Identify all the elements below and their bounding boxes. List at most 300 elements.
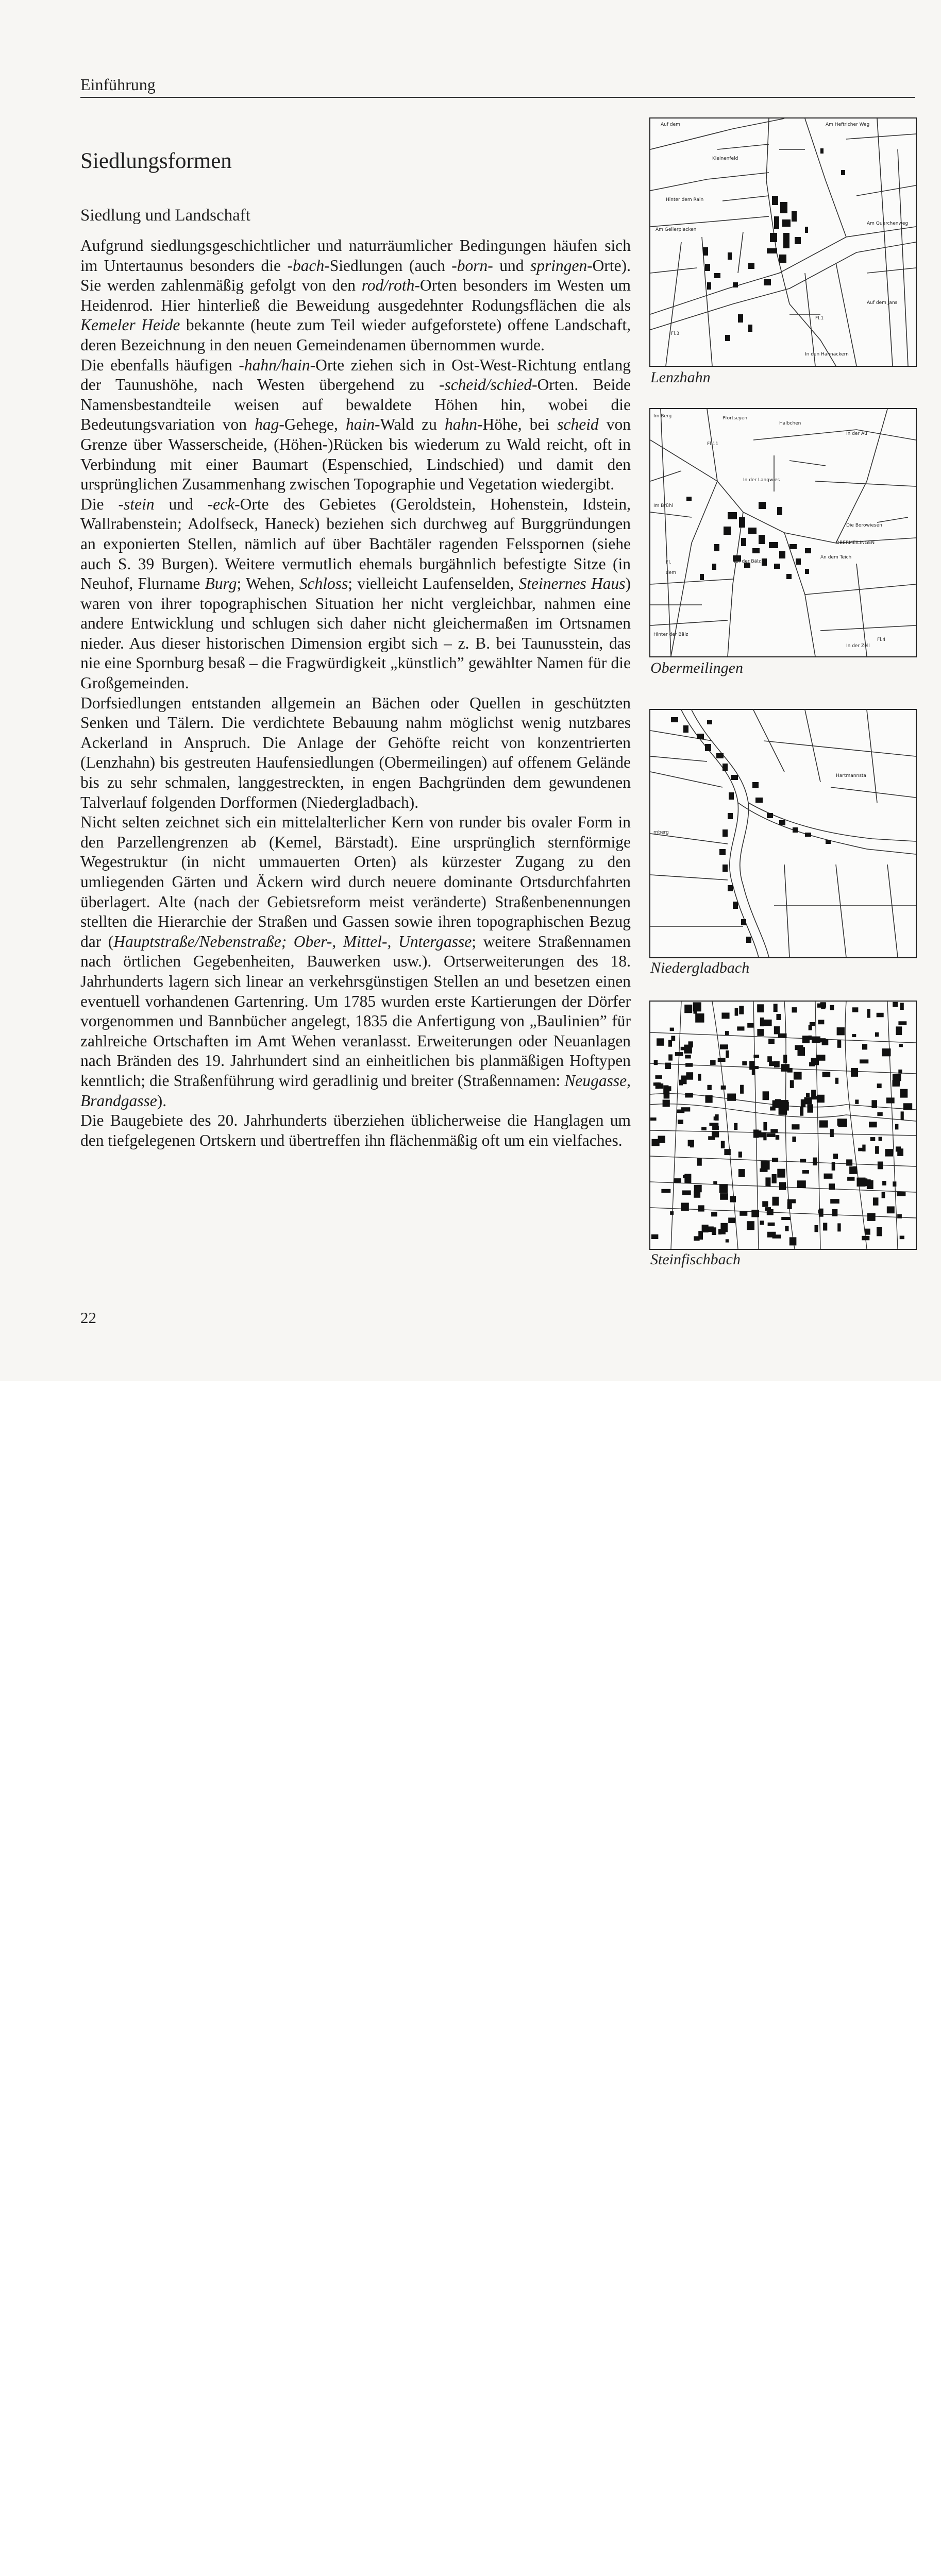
map-building [661,1189,670,1193]
map-building [852,1034,856,1037]
map-building [867,1009,870,1018]
map-building [867,1213,876,1221]
map-niedergladbach [649,709,917,958]
map-building [684,1174,691,1183]
map-building [668,1055,673,1061]
map-building [869,1122,877,1127]
map-building [654,1060,658,1065]
map-place-label: Fl.3 [671,331,680,336]
map-building [806,1093,810,1097]
map-building [726,1050,729,1058]
body-paragraph [80,693,631,813]
italic-term: Hauptstraße/Nebenstraße; Ober-, Mittel-, Untergasse [113,932,472,951]
map-building [815,1225,818,1232]
map-place-label: Kleinenfeld [712,156,738,161]
map-building [818,1020,824,1024]
map-building [694,1185,702,1192]
map-building [838,1118,847,1127]
map-building [903,1103,912,1110]
map-building [701,1127,707,1130]
map-building [849,1166,853,1174]
map-building [710,1060,716,1065]
map-building [765,1177,770,1186]
map-building [860,1059,868,1063]
italic-term: hahn [445,415,477,434]
map-building [747,1221,754,1230]
map-building [871,1100,877,1108]
map-building [833,1154,838,1159]
map-building [887,1207,895,1214]
map-building [896,1026,902,1035]
italic-term: Kemeler Heide [80,316,180,334]
italic-term: -stein [118,495,155,513]
map-building [738,1151,742,1157]
text-run: -Siedlungen (auch [324,256,452,275]
map-building [895,1124,898,1130]
map-place-label: Am Geilerplacken [656,227,697,232]
map-building [809,1025,812,1030]
map-building [763,1122,767,1131]
map-place-label: Hinter dem Rain [666,197,704,202]
map-place-label: In den Hahnäckern [805,352,849,357]
text-run: und [493,256,530,275]
map-building [779,1107,787,1115]
map-building [865,1229,870,1235]
map-building [698,1074,701,1081]
map-building [656,1082,660,1089]
map-place-label: Im Berg [653,414,672,419]
map-place-label: In der Au [846,431,867,436]
map-building [762,1201,768,1207]
map-building [695,1013,704,1023]
map-building [824,1174,833,1179]
map-building [739,1006,744,1014]
map-building [763,1091,769,1100]
map-building [657,1038,664,1045]
text-run: Die Baugebiete des 20. Jahrhunderts überziehen üblicherweise die Hanglagen um den tiefgelegenen Ortskern und übertreffen ihn flächenmäßig oft um ein vielfaches. [80,1111,631,1149]
map-building [899,1044,903,1047]
map-building [770,1129,778,1132]
map-building [818,1210,823,1214]
map-building [760,1018,764,1026]
footer-bar [0,1381,941,1450]
map-obermeilingen [649,408,917,657]
map-building [684,1045,692,1054]
map-building [901,1111,904,1120]
map-steinfischbach [649,1001,917,1250]
map-place-label: Vor der Bälz [733,559,761,564]
header-rule [80,97,915,98]
map-building [702,1225,709,1232]
map-building [830,1129,834,1137]
map-building [734,1123,737,1130]
map-building [708,1085,712,1090]
map-building [779,1182,786,1190]
body-paragraph [80,495,631,693]
map-building [684,1005,692,1013]
map-building [798,1047,805,1056]
map-place-label: Auf dem [661,122,680,127]
map-building [855,1099,859,1104]
map-building [785,1226,788,1231]
map-building [656,1075,662,1079]
map-building [724,1149,731,1155]
map-building [760,1221,764,1225]
text-run: ; weitere Straßennamen nach örtlichen Gegebenheiten, Bauwerken usw.). Ortserweiterungen des 18. Jahrhunderts lagern sich linear an verkehrsgünstigen Stellen an und besetzen einen eventuell vorhandenen Gartenring. Um 1785 wurden erste Kartierungen der Dörfer vorgenommen und Bannbücher angelegt, 1835 die Anfertigung von „Baulinien” für zahlreiche Ortschaften im Amt Wehen veranlasst. Erweiterungen oder Neuanlagen nach Bränden des 19. Jahrhundert sind an einheitlichen bis planmäßigen Hoftypen kenntlich; die Straßenführung wird geradlinig und breiter (Straßennamen: [80,932,631,1090]
italic-term: Steinernes Haus [518,574,626,593]
map-building [830,1199,839,1204]
map-building [817,1004,820,1008]
map-building [763,1132,766,1140]
map-building [882,1048,890,1056]
map-building [757,1004,764,1012]
text-run: -Wald zu [374,415,445,434]
map-place-label: Hartmannsta [836,773,866,778]
map-building [713,1181,717,1184]
map-niedergladbach-drawing [650,710,916,957]
map-building [774,1026,780,1034]
map-building [769,1061,777,1066]
map-building [650,1117,657,1121]
map-place-label: Am Heftricher Weg [826,122,870,127]
map-building [670,1028,674,1031]
map-building [720,1193,728,1200]
map-caption: Lenzhahn [650,369,711,386]
body-text [80,236,631,1150]
map-building [812,1096,820,1099]
map-building [712,1126,719,1130]
map-building [808,1104,814,1112]
map-building [752,1069,755,1075]
text-run: ) waren von ihrer topographischen Situation her nicht vergleichbar, nahmen eine andere Entwicklung und schlugen sich daher nicht gleichermaßen im Ortsnamen nieder. Aus dieser historischen Dimension ergibt sich – z. B. bei Taunusstein, das nie eine Spornburg besaß – die Fragwürdigkeit „künstlich” gewählter Namen für die Großgemeinden. [80,574,631,692]
body-paragraph [80,355,631,495]
map-building [720,1044,728,1049]
text-run: -Orten. Beide Namensbestandteile weisen auf bewaldete Höhen hin, wobei die Bedeutungsvariation von [80,376,631,434]
map-building [737,1026,744,1030]
map-place-label: Hinter der Bälz [653,632,688,637]
text-run: -Höhe, bei [477,415,558,434]
map-building [787,1202,792,1209]
map-building [740,1211,747,1216]
map-building [900,1003,904,1010]
map-place-label: Am Querchenweg [867,221,909,226]
map-building [873,1197,879,1205]
map-building [777,1169,785,1178]
map-building [877,1013,884,1018]
italic-term: -born- [451,256,493,275]
map-building [847,1177,854,1181]
text-run: ; vielleicht Laufenselden, [348,574,519,593]
map-building [770,1107,776,1111]
map-place-label: In der Zell [846,643,870,649]
map-building [652,1139,660,1146]
map-building [893,1181,896,1187]
map-building [853,1166,857,1174]
map-caption: Steinfischbach [650,1251,741,1268]
map-building [752,1066,759,1069]
map-building [794,1072,802,1080]
map-building [721,1013,729,1019]
map-building [768,1039,775,1044]
map-building [705,1095,713,1103]
map-steinfischbach-drawing [650,1002,916,1249]
map-building [668,1040,672,1047]
body-paragraph [80,1111,631,1150]
map-building [751,1210,759,1217]
map-building [681,1203,689,1211]
map-building [772,1174,777,1183]
italic-term: Neugasse, Brandgasse [80,1071,631,1110]
map-building [753,1055,759,1058]
map-building [857,1178,866,1187]
text-run: Dorfsiedlungen entstanden allgemein an Bächen oder Quellen in geschützten Senken und Tälern. Die verdichtete Bebauung nahm möglichst wenig nutzbares Ackerland in Anspruch. Die Anlage der Gehöfte reicht von konzentrierten (Lenzhahn) bis gestreuten Haufensiedlungen (Obermeilingen) auf offenem Gelände bis zu sehr schmalen, langgestreckten, in engen Bachgründen dem gewundenen Talverlauf folgenden Dorfformen (Niedergladbach). [80,693,631,811]
map-building [797,1180,806,1188]
map-building [768,1223,775,1226]
italic-term: hain [345,415,375,434]
map-building [816,1055,826,1061]
map-building [685,1093,693,1097]
map-lenzhahn-drawing [650,118,916,366]
map-building [712,1131,719,1138]
map-place-label: Im Brühl [653,503,674,509]
map-building [877,1112,882,1116]
map-building [900,1089,908,1098]
running-header: Einführung [80,75,156,94]
map-building [897,1148,903,1156]
map-building [893,1080,900,1087]
map-building [783,1055,787,1063]
map-building [760,1168,767,1172]
map-building [877,1083,882,1088]
map-building [789,1237,797,1245]
map-building [837,1223,841,1231]
map-building [792,1007,797,1012]
map-place-label: In der Langwies [743,478,780,483]
map-building [775,1099,781,1108]
italic-term: Schloss [299,574,348,593]
map-building [774,1004,778,1012]
map-caption: Niedergladbach [650,959,750,976]
map-building [792,1137,796,1142]
map-building [804,1097,812,1105]
map-building [765,1207,771,1211]
map-building [800,1159,806,1162]
map-building [792,1124,799,1129]
map-building [677,1110,684,1113]
map-building [809,1036,812,1040]
map-building [753,1130,759,1138]
text-run: -Orte ziehen sich in Ost-West-Richtung entlang der Taunushöhe, nach Westen übergehend zu [80,355,631,394]
text-run: und [154,495,208,513]
map-place-label: Fl. [666,560,671,565]
text-run: Aufgrund siedlungsgeschichtlicher und naturräumlicher Bedingungen häufen sich im Untertaunus besonders die [80,236,631,275]
map-building [763,1020,772,1026]
map-building [823,1223,827,1230]
map-place-label: Pfortseyen [722,416,748,421]
map-building [711,1212,717,1217]
map-building [730,1196,736,1202]
map-building [742,1061,747,1065]
map-building [846,1159,852,1165]
map-building [690,1144,694,1147]
text-run: Nicht selten zeichnet sich ein mittelalterlicher Kern von runder bis ovaler Form in den Parzellengrenzen ab (Kemel, Bärstadt). Eine ursprünglich sternförmige Wegestruktur (in nicht ummauerten Orten) als kürzester Zugang zu den umliegenden Gärten und Äckern wird durch neuere dominante Ortsdurchfahrten überlagert. Alte (nach der Gebietsreform meist veränderte) Straßenbenennungen stellten die Hierarchie der Straßen und Gassen sowie ihren topographischen Bezug dar ( [80,813,631,951]
map-building [776,1135,779,1140]
map-building [767,1133,776,1137]
map-building [897,1214,902,1218]
italic-term: -eck [207,495,235,513]
map-building [781,1217,791,1220]
map-place-label: Halbchen [779,421,801,426]
map-building [686,1072,693,1080]
map-building [682,1191,691,1195]
map-building [777,1014,781,1020]
text-run: -Orte). Sie werden zahlenmäßig gefolgt von den [80,256,631,295]
map-building [727,1094,736,1101]
italic-term: -bach [287,256,325,275]
map-building [670,1211,674,1215]
map-building [832,1162,835,1171]
map-building [897,1192,905,1196]
map-place-label: An dem Teich [820,555,852,560]
italic-term: rod/roth [361,276,415,295]
map-building [879,1137,882,1141]
map-building [862,1044,867,1049]
map-building [862,1145,865,1151]
map-building [728,1217,735,1223]
map-building [893,1074,901,1081]
map-building [851,1068,858,1077]
map-building [875,1032,879,1037]
map-place-label: rnberg [653,830,669,835]
italic-term: hag [255,415,279,434]
map-place-label: Die Borowiesen [846,523,882,528]
map-building [772,1234,781,1238]
map-building [747,1023,753,1028]
map-building [719,1184,728,1193]
map-building [709,1123,718,1126]
page-number: 22 [80,1309,96,1327]
map-building [685,1063,693,1066]
map-building [878,1162,883,1170]
map-building [697,1158,702,1166]
text-run: Die [80,495,119,513]
map-building [772,1197,779,1206]
map-building [685,1055,691,1058]
map-building [740,1085,744,1094]
map-building [721,1141,725,1149]
map-building [875,1146,879,1154]
map-building [820,1002,826,1007]
map-building [812,1037,820,1043]
map-building [720,1230,726,1234]
text-run: von Grenze über Wasserscheide, (Höhen-)Rücken bis wiederum zu Wald reicht, oft in Verbindung mit einer Baumart (Espenschied, Lindschied) und damit den ursprünglichen Zusammenhang zwischen Topographie und Vegetation wiedergibt. [80,415,631,494]
map-caption: Obermeilingen [650,659,743,676]
map-building [822,1072,831,1077]
map-building [837,1027,845,1035]
text-run: -Gehege, [279,415,346,434]
map-obermeilingen-drawing [650,409,916,656]
map-lenzhahn [649,117,917,367]
map-building [802,1170,809,1174]
map-building [829,1183,835,1190]
map-place-label: Auf dem Jans [867,300,898,306]
map-building [780,1100,788,1108]
map-building [790,1080,794,1088]
map-building [663,1100,670,1107]
map-building [900,1236,904,1240]
text-run: ; Wehen, [237,574,299,593]
text-run: -Orte des Gebietes (Geroldstein, Hohenstein, Idstein, Wallrabenstein; Adolfseck, Haneck) beziehen sich durchweg auf Burggründungen an exponierten Stellen, nämlich auf über Bachtäler ragenden Felsspornen (siehe auch S. 39 Burgen). Weitere vermutlich ehemals burgähnlich befestigte Sitze (in Neuhof, Flurname [80,495,631,593]
map-building [663,1086,668,1095]
map-building [698,1205,704,1211]
map-building [885,1149,894,1157]
map-building [675,1052,683,1056]
map-building [781,1064,790,1072]
section-title: Siedlungsformen [80,149,232,173]
map-building [709,1227,714,1232]
map-building [738,1169,745,1177]
map-place-label: Fl.4 [877,637,886,642]
map-place-label: dem [666,570,677,575]
map-building [830,1005,834,1010]
map-building [721,1086,726,1090]
map-building [674,1178,681,1183]
map-building [678,1120,683,1124]
map-building [835,1078,838,1084]
map-building [886,1097,895,1103]
map-building [800,1107,803,1116]
map-building [893,1002,898,1007]
map-building [651,1234,659,1239]
map-building [882,1181,886,1185]
map-building [813,1158,817,1166]
text-run: Die ebenfalls häufigen [80,355,239,374]
map-building [726,1239,729,1242]
map-building [681,1076,686,1084]
map-building [882,1192,885,1198]
map-building [665,1063,671,1069]
map-building [735,1008,738,1016]
map-building [757,1029,764,1036]
body-paragraph [80,812,631,1111]
section-subtitle: Siedlung und Landschaft [80,206,250,225]
italic-term: -scheid/schied [439,376,532,394]
map-building [767,1056,772,1062]
italic-term: springen [530,256,587,275]
map-building [862,1236,869,1241]
map-building [852,1007,859,1012]
map-building [898,1070,902,1074]
body-paragraph [80,236,631,355]
map-building [718,1058,726,1062]
map-place-label: Fl.1 [815,316,824,321]
map-place-label: OBERMEILINGEN [836,540,875,546]
map-building [772,1158,778,1162]
text-run: bekannte (heute zum Teil wieder aufgeforstete) offene Landschaft, deren Bezeichnung in den neuen Gemeindenamen übernommen wurde. [80,316,631,354]
map-building [898,1021,906,1025]
text-run: ). [157,1091,167,1110]
text-run: -Orten besonders im Westen um Heidenrod. Hier hinterließ die Beweidung ausgedehnter Rodungsflächen die als [80,276,631,314]
map-place-label: Fl.11 [707,442,718,447]
italic-term: Burg [205,574,237,593]
map-building [877,1227,882,1236]
italic-term: scheid [557,415,599,434]
map-building [714,1116,717,1121]
map-building [870,1137,876,1141]
italic-term: -hahn/hain [239,355,310,374]
map-building [693,1002,701,1011]
map-building [837,1040,842,1048]
